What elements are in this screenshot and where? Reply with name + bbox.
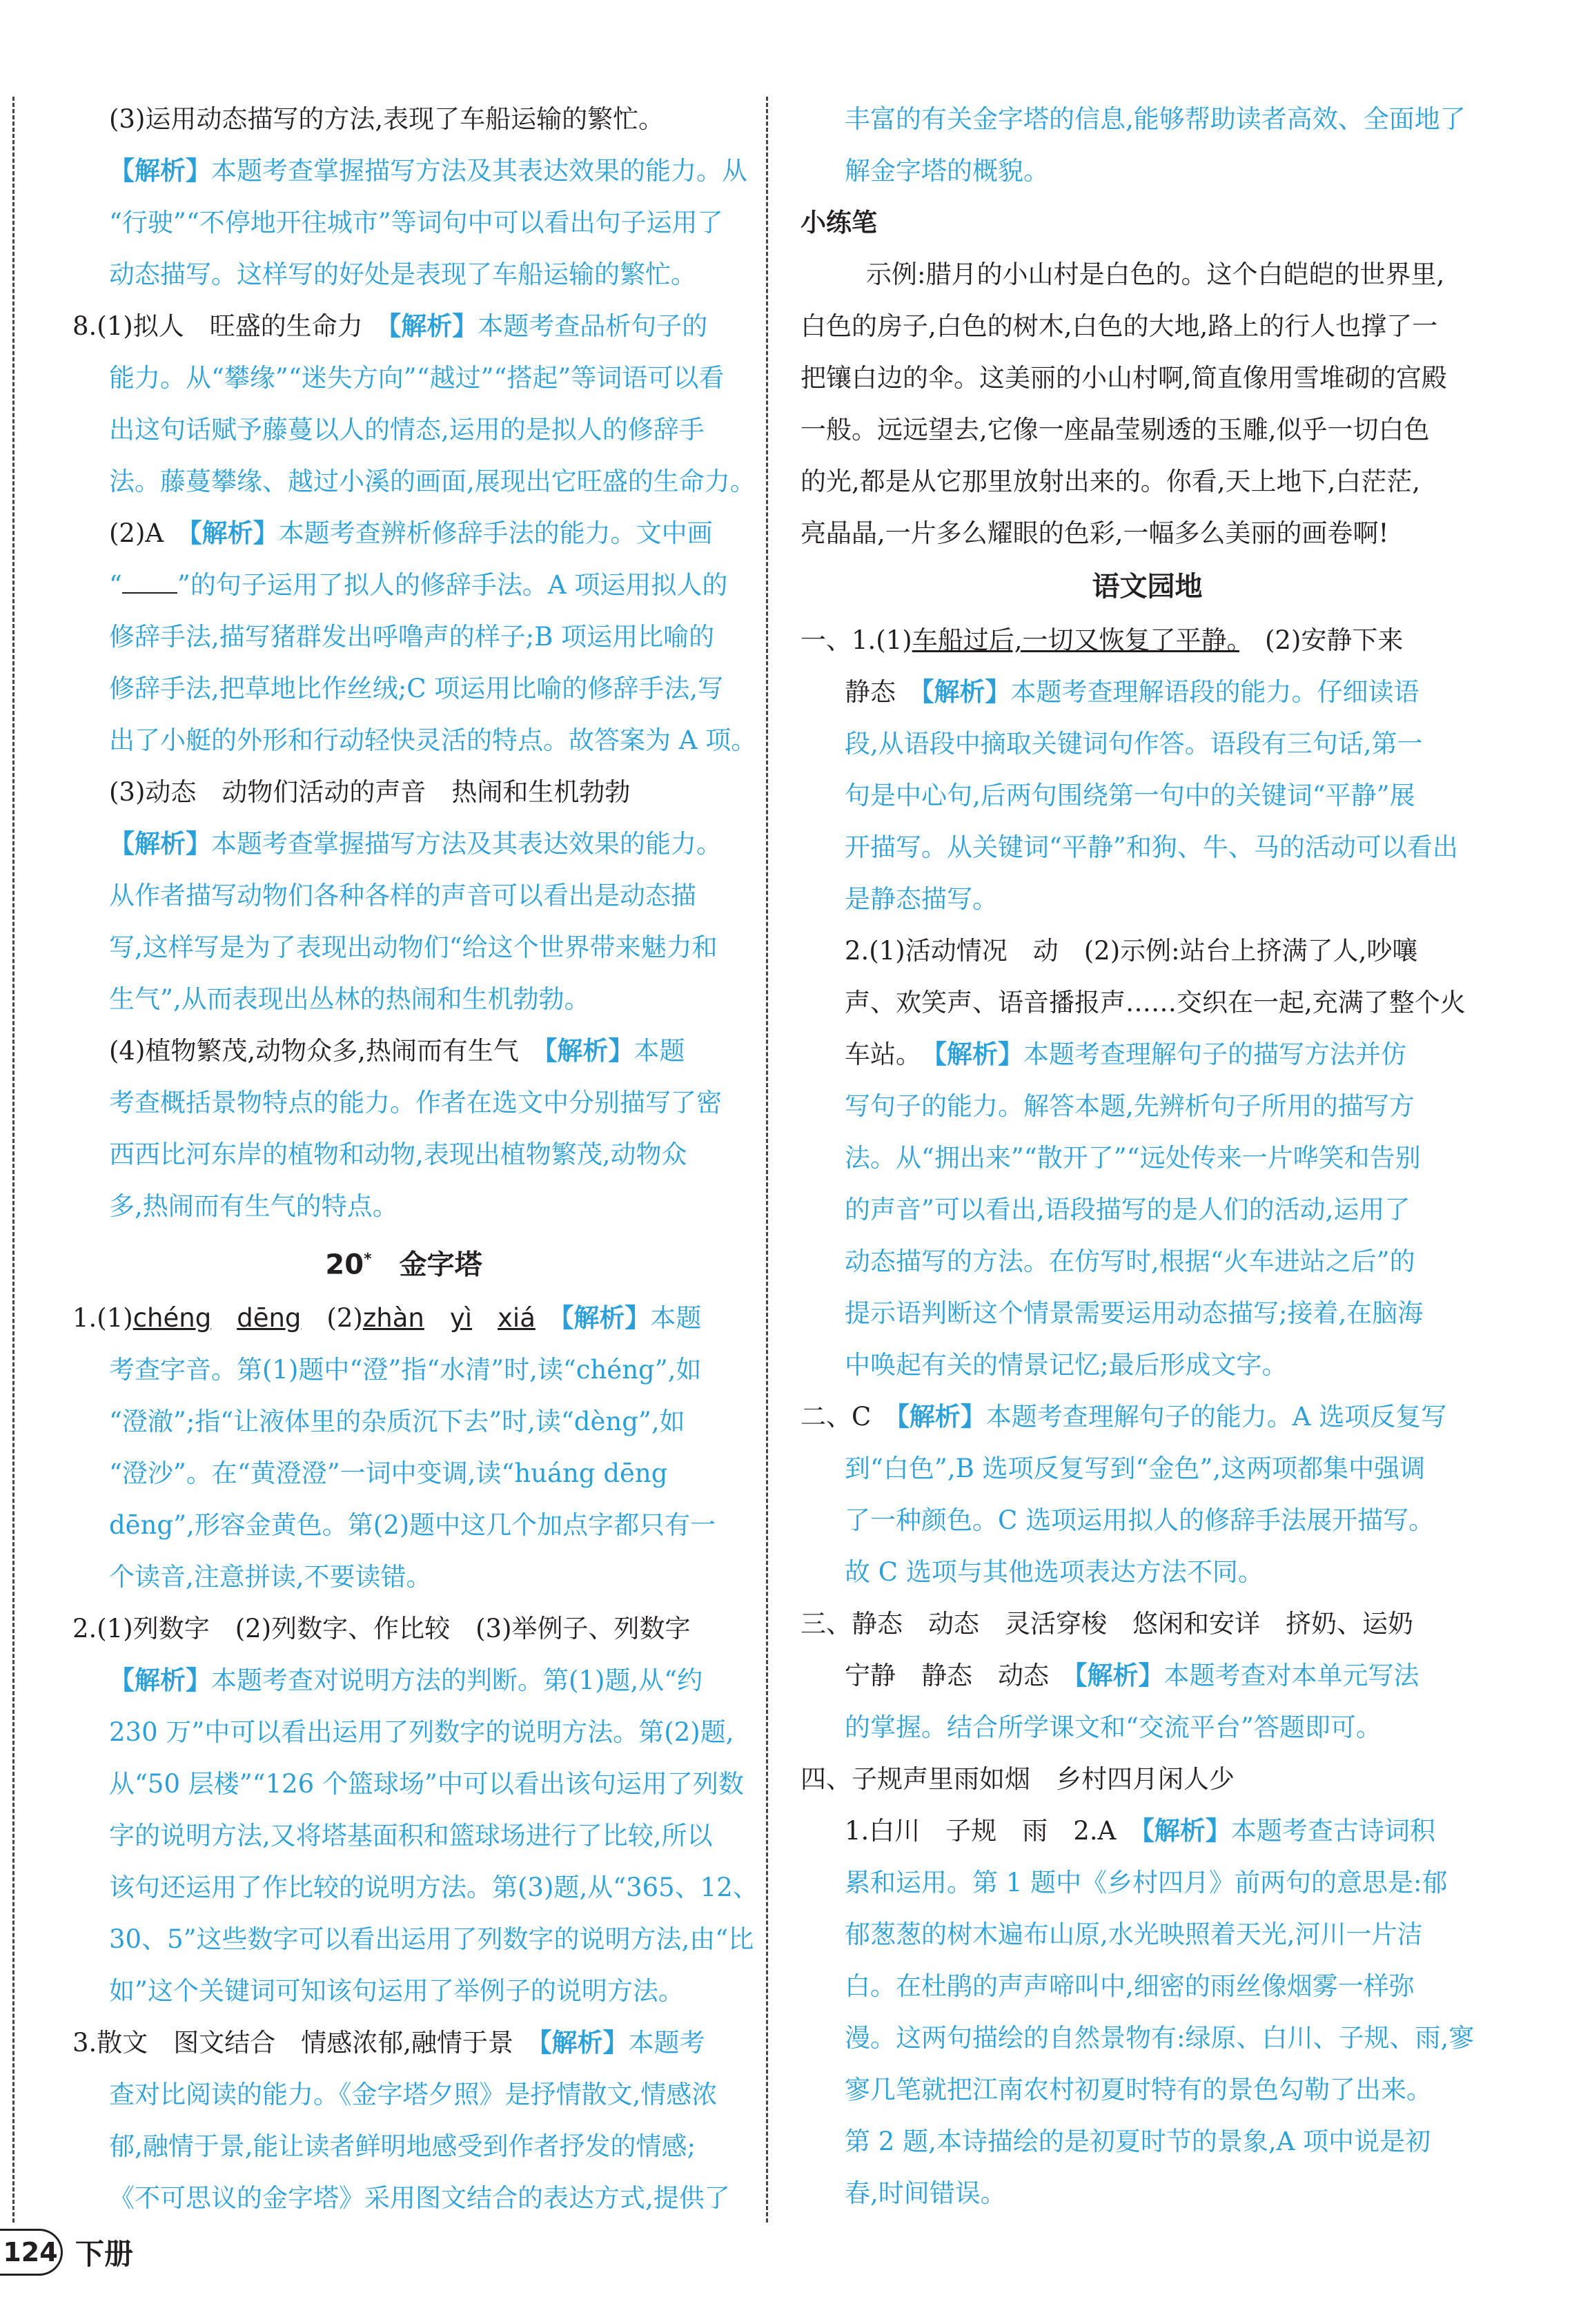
text-line: 声、欢笑声、语音播报声……交织在一起,充满了整个火 [845,988,1466,1017]
blank-underline [122,592,177,594]
text-line: 生气”,从而表现出丛林的热闹和生机勃勃。 [109,984,590,1014]
text-line: 动态描写的方法。在仿写时,根据“火车进站之后”的 [845,1247,1415,1276]
text-line: 一般。远远望去,它像一座晶莹剔透的玉雕,似乎一切白色 [800,415,1430,445]
text-line: 开描写。从关键词“平静”和狗、牛、马的活动可以看出 [845,832,1458,862]
text-line: 静态 【解析】本题考查理解语段的能力。仔细读语 [845,677,1419,707]
text-line: 故 C 选项与其他选项表达方法不同。 [845,1557,1264,1587]
text-line: 修辞手法,把草地比作丝绒;C 项运用比喻的修辞手法,写 [109,674,724,703]
text-line: (3)动态 动物们活动的声音 热闹和生机勃勃 [109,777,631,807]
text-line: 动态描写。这样写的好处是表现了车船运输的繁忙。 [109,260,696,289]
text-line: 亮晶晶,一片多么耀眼的色彩,一幅多么美丽的画卷啊! [800,518,1389,548]
question-3: 3.散文 图文结合 情感浓郁,融情于景 【解析】本题考 [72,2028,705,2058]
page-footer [0,2228,133,2276]
text-line: 白。在杜鹃的声声啼叫中,细密的雨丝像烟雾一样弥 [845,1971,1415,2001]
text-line: 第 2 题,本诗描绘的是初夏时节的景象,A 项中说是初 [845,2127,1431,2156]
text-line: 丰富的有关金字塔的信息,能够帮助读者高效、全面地了 [845,104,1466,134]
text-line: 【解析】本题考查掌握描写方法及其表达效果的能力。 [109,829,722,859]
question-8: 8.(1)拟人 旺盛的生命力 【解析】本题考查品析句子的 [72,311,708,341]
text-line: 是静态描写。 [845,884,998,914]
section-title: 语文园地 [1092,571,1203,603]
text-line: 的掌握。结合所学课文和“交流平台”答题即可。 [845,1712,1382,1742]
text-line: 写,这样写是为了表现出动物们“给这个世界带来魅力和 [109,932,718,962]
text-line: 法。从“拥出来”“散开了”“远处传来一片哗笑和告别 [845,1143,1421,1173]
question-1: 一、1.(1)车船过后,一切又恢复了平静。 (2)安静下来 [800,625,1404,655]
lesson-title: 20* 金字塔 [325,1249,482,1281]
text-line: 解金字塔的概貌。 [845,156,1049,186]
text-line: 句是中心句,后两句围绕第一句中的关键词“平静”展 [845,781,1415,810]
text-line: 寥几笔就把江南农村初夏时特有的景色勾勒了出来。 [845,2075,1432,2105]
text-line: 了一种颜色。C 选项运用拟人的修辞手法展开描写。 [845,1505,1435,1535]
text-line: 到“白色”,B 选项反复写到“金色”,这两项都集中强调 [845,1454,1426,1483]
text-line: “ ”的句子运用了拟人的修辞手法。A 项运用拟人的 [109,570,728,600]
text-line: 修辞手法,描写猪群发出呼噜声的样子;B 项运用比喻的 [109,622,715,652]
text-line: 考查字音。第(1)题中“澄”指“水清”时,读“chéng”,如 [109,1355,702,1385]
left-column [72,93,758,2224]
left-margin-dashed-line [12,97,14,2223]
text-line: 累和运用。第 1 题中《乡村四月》前两句的意思是:郁 [845,1868,1448,1897]
section-heading: 小练笔 [800,208,877,237]
question-1: 1.(1)chéng dēng (2)zhàn yì xiá 【解析】本题 [72,1303,702,1334]
text-line: 【解析】本题考查掌握描写方法及其表达效果的能力。从 [109,156,747,186]
text-line: 从作者描写动物们各种各样的声音可以看出是动态描 [109,881,696,910]
text-line: 法。藤蔓攀缘、越过小溪的画面,展现出它旺盛的生命力。 [109,467,756,496]
text-line: 车站。 【解析】本题考查理解句子的描写方法并仿 [845,1039,1406,1069]
text-line: 段,从语段中摘取关键词句作答。语段有三句话,第一 [845,729,1423,759]
text-line: “澄沙”。在“黄澄澄”一词中变调,读“huáng dēng [109,1458,668,1489]
text-line: 该句还运用了作比较的说明方法。第(3)题,从“365、12、 [109,1873,758,1903]
text-line: 个读音,注意拼读,不要读错。 [109,1562,432,1592]
volume-label: 下册 [75,2237,134,2271]
column-divider [766,97,768,2223]
text-line: 漫。这两句描绘的自然景物有:绿原、白川、子规、雨,寥 [845,2023,1475,2053]
text-line: 1.白川 子规 雨 2.A 【解析】本题考查古诗词积 [845,1816,1435,1846]
text-line: 出了小艇的外形和行动轻快灵活的特点。故答案为 A 项。 [109,725,757,755]
text-line: 郁葱葱的树木遍布山原,水光映照着天光,河川一片洁 [845,1920,1423,1949]
text-line: 【解析】本题考查对说明方法的判断。第(1)题,从“约 [109,1666,703,1696]
text-line: 春,时间错误。 [845,2178,1006,2208]
text-line: (3)运用动态描写的方法,表现了车船运输的繁忙。 [109,104,665,134]
page-number-badge: 124 [0,2229,63,2276]
text-line: 2.(1)活动情况 动 (2)示例:站台上挤满了人,吵嚷 [845,936,1418,966]
text-line: 考查概括景物特点的能力。作者在选文中分别描写了密 [109,1088,722,1117]
text-line: 提示语判断这个情景需要运用动态描写;接着,在脑海 [845,1298,1424,1328]
question-2: 2.(1)列数字 (2)列数字、作比较 (3)举例子、列数字 [72,1614,691,1644]
text-line: (2)A 【解析】本题考查辨析修辞手法的能力。文中画 [109,518,713,548]
text-line: 的声音”可以看出,语段描写的是人们的活动,运用了 [845,1195,1411,1224]
text-line: 写句子的能力。解答本题,先辨析句子所用的描写方 [845,1091,1415,1121]
text-line: 《不可思议的金字塔》采用图文结合的表达方式,提供了 [109,2183,730,2214]
text-line: (4)植物繁茂,动物众多,热闹而有生气 【解析】本题 [109,1036,685,1066]
question-4: 四、子规声里雨如烟 乡村四月闲人少 [800,1764,1235,1794]
text-line: 230 万”中可以看出运用了列数字的说明方法。第(2)题, [109,1717,734,1748]
text-line: 能力。从“攀缘”“迷失方向”“越过”“搭起”等词语可以看 [109,363,725,393]
text-line: 宁静 静态 动态 【解析】本题考查对本单元写法 [845,1661,1419,1690]
text-line: 白色的房子,白色的树木,白色的大地,路上的行人也撑了一 [800,311,1438,341]
question-3: 三、静态 动态 灵活穿梭 悠闲和安详 挤奶、运奶 [800,1609,1413,1639]
text-line: 出这句话赋予藤蔓以人的情态,运用的是拟人的修辞手 [109,415,705,445]
text-line: 中唤起有关的情景记忆;最后形成文字。 [845,1350,1288,1380]
text-line: 示例:腊月的小山村是白色的。这个白皑皑的世界里, [866,260,1445,289]
text-line: 查对比阅读的能力。《金字塔夕照》是抒情散文,情感浓 [109,2080,718,2110]
text-line: dēng”,形容金黄色。第(2)题中这几个加点字都只有一 [109,1510,716,1541]
text-line: 字的说明方法,又将塔基面积和篮球场进行了比较,所以 [109,1821,713,1851]
question-2: 二、C 【解析】本题考查理解句子的能力。A 选项反复写 [800,1402,1447,1432]
text-line: 从“50 层楼”“126 个篮球场”中可以看出该句运用了列数 [109,1769,744,1799]
text-line: 把镶白边的伞。这美丽的小山村啊,简直像用雪堆砌的宫殿 [800,363,1447,393]
text-line: “行驶”“不停地开往城市”等词句中可以看出句子运用了 [109,208,723,237]
right-column [800,93,1494,2219]
text-line: 西西比河东岸的植物和动物,表现出植物繁茂,动物众 [109,1140,687,1169]
text-line: 如”这个关键词可知该句运用了举例子的说明方法。 [109,1976,684,2006]
text-line: 郁,融情于景,能让读者鲜明地感受到作者抒发的情感; [109,2131,696,2162]
text-line: “澄澈”;指“让液体里的杂质沉下去”时,读“dèng”,如 [109,1407,685,1437]
text-line: 30、5”这些数字可以看出运用了列数字的说明方法,由“比 [109,1924,754,1955]
text-line: 的光,都是从它那里放射出来的。你看,天上地下,白茫茫, [800,467,1421,496]
text-line: 多,热闹而有生气的特点。 [109,1191,398,1221]
